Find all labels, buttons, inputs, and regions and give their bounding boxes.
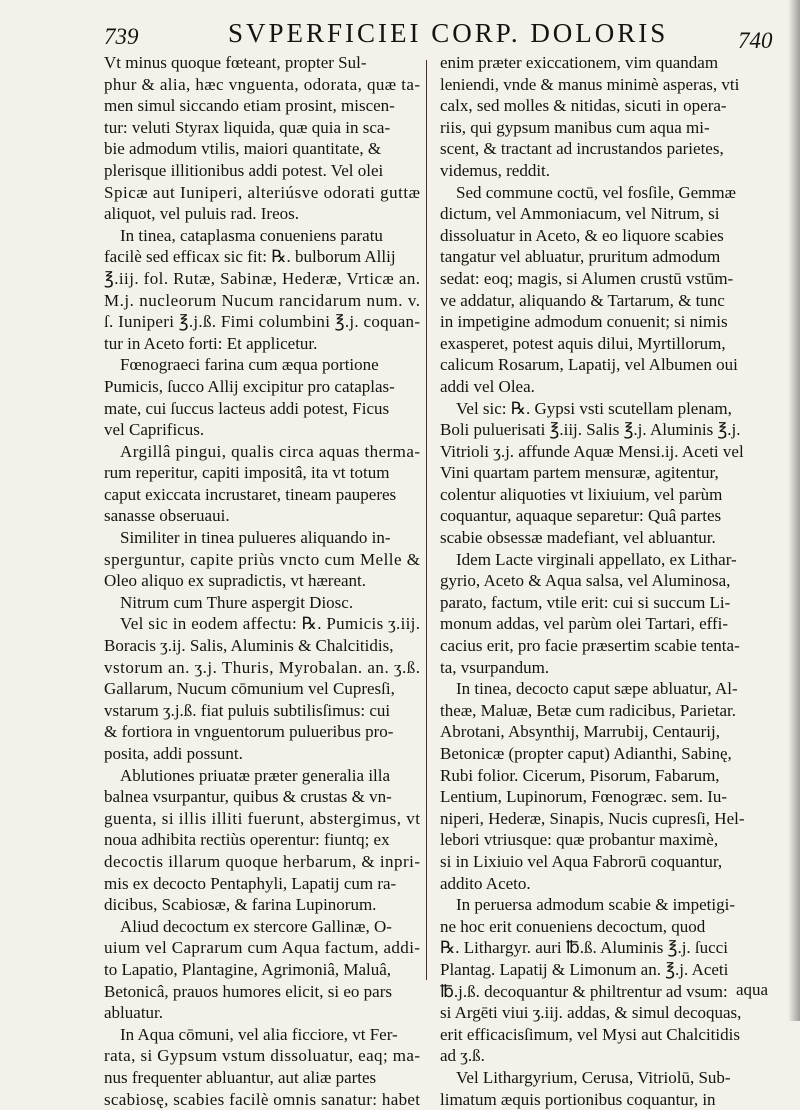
text-line: cacius erit, pro facie præsertim scabie tenta-	[440, 635, 772, 657]
text-line: guenta, si illis illiti fuerunt, abstergimus, vt	[104, 808, 420, 830]
text-line: & fortiora in vnguentorum pulueribus pro-	[104, 721, 420, 743]
text-line: Boracis ʒ.ij. Salis, Aluminis & Chalcitidis,	[104, 635, 420, 657]
text-line: Lentium, Lupinorum, Fœnogræc. sem. Iu-	[440, 786, 772, 808]
text-line: Boli puluerisati ℥.iij. Salis ℥.j. Aluminis ℥.j.	[440, 419, 772, 441]
text-line: ve addatur, aliquando & Tartarum, & tunc	[440, 290, 772, 312]
text-line: Gallarum, Nucum cōmunium vel Cupresſi,	[104, 678, 420, 700]
text-line: vstarum ʒ.j.ß. fiat puluis subtilisſimus: cui	[104, 700, 420, 722]
text-line: Idem Lacte virginali appellato, ex Lithar-	[440, 549, 772, 571]
text-line: rata, si Gypsum vstum dissoluatur, eaq; ma-	[104, 1045, 420, 1067]
text-line: bie admodum vtilis, maiori quantitate, &	[104, 138, 420, 160]
text-line: tangatur vel abluatur, pruritum admodum	[440, 246, 772, 268]
text-line: calx, sed molles & nitidas, sicuti in opera-	[440, 95, 772, 117]
text-line: vel Caprificus.	[104, 419, 420, 441]
text-line: ne hoc erit conueniens decoctum, quod	[440, 916, 772, 938]
text-line: enim præter exiccationem, vim quandam	[440, 52, 772, 74]
text-line: M.j. nucleorum Nucum rancidarum num. v.	[104, 290, 420, 312]
text-line: mis ex decocto Pentaphyli, Lapatij cum ra-	[104, 873, 420, 895]
text-line: vstorum an. ʒ.j. Thuris, Myrobalan. an. ʒ.ß.	[104, 657, 420, 679]
text-line: In peruersa admodum scabie & impetigi-	[440, 894, 772, 916]
running-title: SVPERFICIEI CORP. DOLORIS	[228, 18, 668, 49]
text-line: ℥.iij. fol. Rutæ, Sabinæ, Hederæ, Vrticæ an.	[104, 268, 420, 290]
text-line: scent, & tractant ad incrustandos parietes,	[440, 138, 772, 160]
text-line: Fœnograeci farina cum æqua portione	[104, 354, 420, 376]
text-line: In tinea, cataplasma conueniens paratu	[104, 225, 420, 247]
text-line: Argillâ pingui, qualis circa aquas therma-	[104, 441, 420, 463]
page-number-left: 739	[104, 24, 139, 50]
text-line: scabie obsessæ madefiant, vel abluantur.	[440, 527, 772, 549]
text-line: posita, addi possunt.	[104, 743, 420, 765]
page-spine-shadow	[788, 0, 800, 1021]
text-line: limatum æquis portionibus coquantur, in	[440, 1089, 772, 1110]
text-line: videmus, reddit.	[440, 160, 772, 182]
text-line: Vt minus quoque fœteant, propter Sul-	[104, 52, 420, 74]
text-line: caput exiccata incrustaret, tineam pauperes	[104, 484, 420, 506]
left-column	[104, 52, 420, 1110]
text-line: mate, cui ſuccus lacteus addi potest, Ficus	[104, 398, 420, 420]
text-line: monum addas, vel parùm olei Tartari, effi-	[440, 613, 772, 635]
text-line: si in Lixiuio vel Aqua Fabrorū coquantur,	[440, 851, 772, 873]
text-line: Nitrum cum Thure aspergit Diosc.	[104, 592, 420, 614]
text-line: In Aqua cōmuni, vel alia ficciore, vt Fer-	[104, 1024, 420, 1046]
text-line: nus frequenter abluantur, aut aliæ partes	[104, 1067, 420, 1089]
text-line: ta, vsurpandum.	[440, 657, 772, 679]
text-line: Betonicæ (propter caput) Adianthi, Sabinę,	[440, 743, 772, 765]
text-line: Plantag. Lapatij & Limonum an. ℥.j. Aceti	[440, 959, 772, 981]
text-line: Oleo aliquo ex supradictis, vt hæreant.	[104, 570, 420, 592]
text-line: gyrio, Aceto & Aqua salsa, vel Aluminosa,	[440, 570, 772, 592]
text-line: theæ, Maluæ, Betæ cum radicibus, Parietar.	[440, 700, 772, 722]
text-line: riis, qui gypsum manibus cum aqua mi-	[440, 117, 772, 139]
text-line: decoctis illarum quoque herbarum, & inpri-	[104, 851, 420, 873]
text-line: balnea vsurpantur, quibus & crustas & vn-	[104, 786, 420, 808]
text-line: dictum, vel Ammoniacum, vel Nitrum, si	[440, 203, 772, 225]
text-line: tur in Aceto forti: Et applicetur.	[104, 333, 420, 355]
text-line: tur: veluti Styrax liquida, quæ quia in sca-	[104, 117, 420, 139]
text-line: exasperet, potest aquis dilui, Myrtillorum,	[440, 333, 772, 355]
text-line: si Argēti viui ʒ.iij. addas, & simul decoquas,	[440, 1002, 772, 1024]
text-line: Ablutiones priuatæ præter generalia illa	[104, 765, 420, 787]
text-line: abluatur.	[104, 1002, 420, 1024]
text-line: lebori vtriusque: quæ probantur maximè,	[440, 829, 772, 851]
text-line: Vel sic in eodem affectu: ℞. Pumicis ʒ.iij.	[104, 613, 420, 635]
text-line: scabiosę, scabies facilè omnis sanatur: habet	[104, 1089, 420, 1110]
text-line: ad ʒ.ß.	[440, 1045, 772, 1067]
text-line: ℞. Lithargyr. auri ℔.ß. Aluminis ℥.j. ſucci	[440, 937, 772, 959]
catchword: aqua	[736, 980, 768, 1000]
text-line: men simul siccando etiam prosint, miscen-	[104, 95, 420, 117]
text-line: ſ. Iuniperi ℥.j.ß. Fimi columbini ℥.j. coquan-	[104, 311, 420, 333]
text-line: Spicæ aut Iuniperi, alteriúsve odorati guttæ	[104, 182, 420, 204]
right-column	[440, 52, 772, 1110]
text-line: in impetigine admodum conuenit; si nimis	[440, 311, 772, 333]
text-line: Rubi folior. Cicerum, Pisorum, Fabarum,	[440, 765, 772, 787]
text-line: In tinea, decocto caput sæpe abluatur, Al-	[440, 678, 772, 700]
column-divider	[426, 60, 427, 980]
text-line: sanasse obseruaui.	[104, 505, 420, 527]
text-line: uium vel Caprarum cum Aqua factum, addi-	[104, 937, 420, 959]
text-line: noua adhibita rectiùs operentur: fiuntq; ex	[104, 829, 420, 851]
text-line: aliquot, vel puluis rad. Ireos.	[104, 203, 420, 225]
text-line: leniendi, vnde & manus minimè asperas, vti	[440, 74, 772, 96]
text-line: Pumicis, ſucco Allij excipitur pro cataplas-	[104, 376, 420, 398]
text-line: rum reperitur, capiti impositâ, ita vt totum	[104, 462, 420, 484]
text-line: dissoluatur in Aceto, & eo liquore scabies	[440, 225, 772, 247]
text-line: plerisque illitionibus addi potest. Vel olei	[104, 160, 420, 182]
text-line: addi vel Olea.	[440, 376, 772, 398]
text-line: addito Aceto.	[440, 873, 772, 895]
text-line: parato, factum, vtile erit: cui si succum Li-	[440, 592, 772, 614]
page-header	[0, 18, 800, 52]
text-line: sperguntur, capite priùs vncto cum Melle &	[104, 549, 420, 571]
text-line: sedat: eoq; magis, si Alumen crustū vstūm-	[440, 268, 772, 290]
text-line: erit efficacisſimum, vel Mysi aut Chalcitidis	[440, 1024, 772, 1046]
text-line: Abrotani, Absynthij, Marrubij, Centaurij,	[440, 721, 772, 743]
text-line: to Lapatio, Plantagine, Agrimoniâ, Maluâ,	[104, 959, 420, 981]
text-line: calicum Rosarum, Lapatij, vel Albumen oui	[440, 354, 772, 376]
text-line: Vitrioli ʒ.j. affunde Aquæ Mensi.ij. Aceti vel	[440, 441, 772, 463]
page-number-right: 740	[738, 28, 773, 54]
text-line: ℔.j.ß. decoquantur & philtrentur ad vsum:	[440, 981, 772, 1003]
text-line: dicibus, Scabiosæ, & farina Lupinorum.	[104, 894, 420, 916]
text-line: Similiter in tinea pulueres aliquando in-	[104, 527, 420, 549]
text-line: Aliud decoctum ex stercore Gallinæ, O-	[104, 916, 420, 938]
text-line: Betonicâ, prauos humores elicit, si eo pars	[104, 981, 420, 1003]
text-line: Vel sic: ℞. Gypsi vsti scutellam plenam,	[440, 398, 772, 420]
text-line: colentur aliquoties vt lixiuium, vel parùm	[440, 484, 772, 506]
text-line: Vini quartam partem mensuræ, agitentur,	[440, 462, 772, 484]
text-line: Vel Lithargyrium, Cerusa, Vitriolū, Sub-	[440, 1067, 772, 1089]
text-line: phur & alia, hæc vnguenta, odorata, quæ ta-	[104, 74, 420, 96]
text-line: facilè sed efficax sic fit: ℞. bulborum Allij	[104, 246, 420, 268]
text-line: niperi, Hederæ, Sinapis, Nucis cupresſi, Hel-	[440, 808, 772, 830]
text-line: Sed commune coctū, vel fosſile, Gemmæ	[440, 182, 772, 204]
text-line: coquantur, aquaque separetur: Quâ partes	[440, 505, 772, 527]
